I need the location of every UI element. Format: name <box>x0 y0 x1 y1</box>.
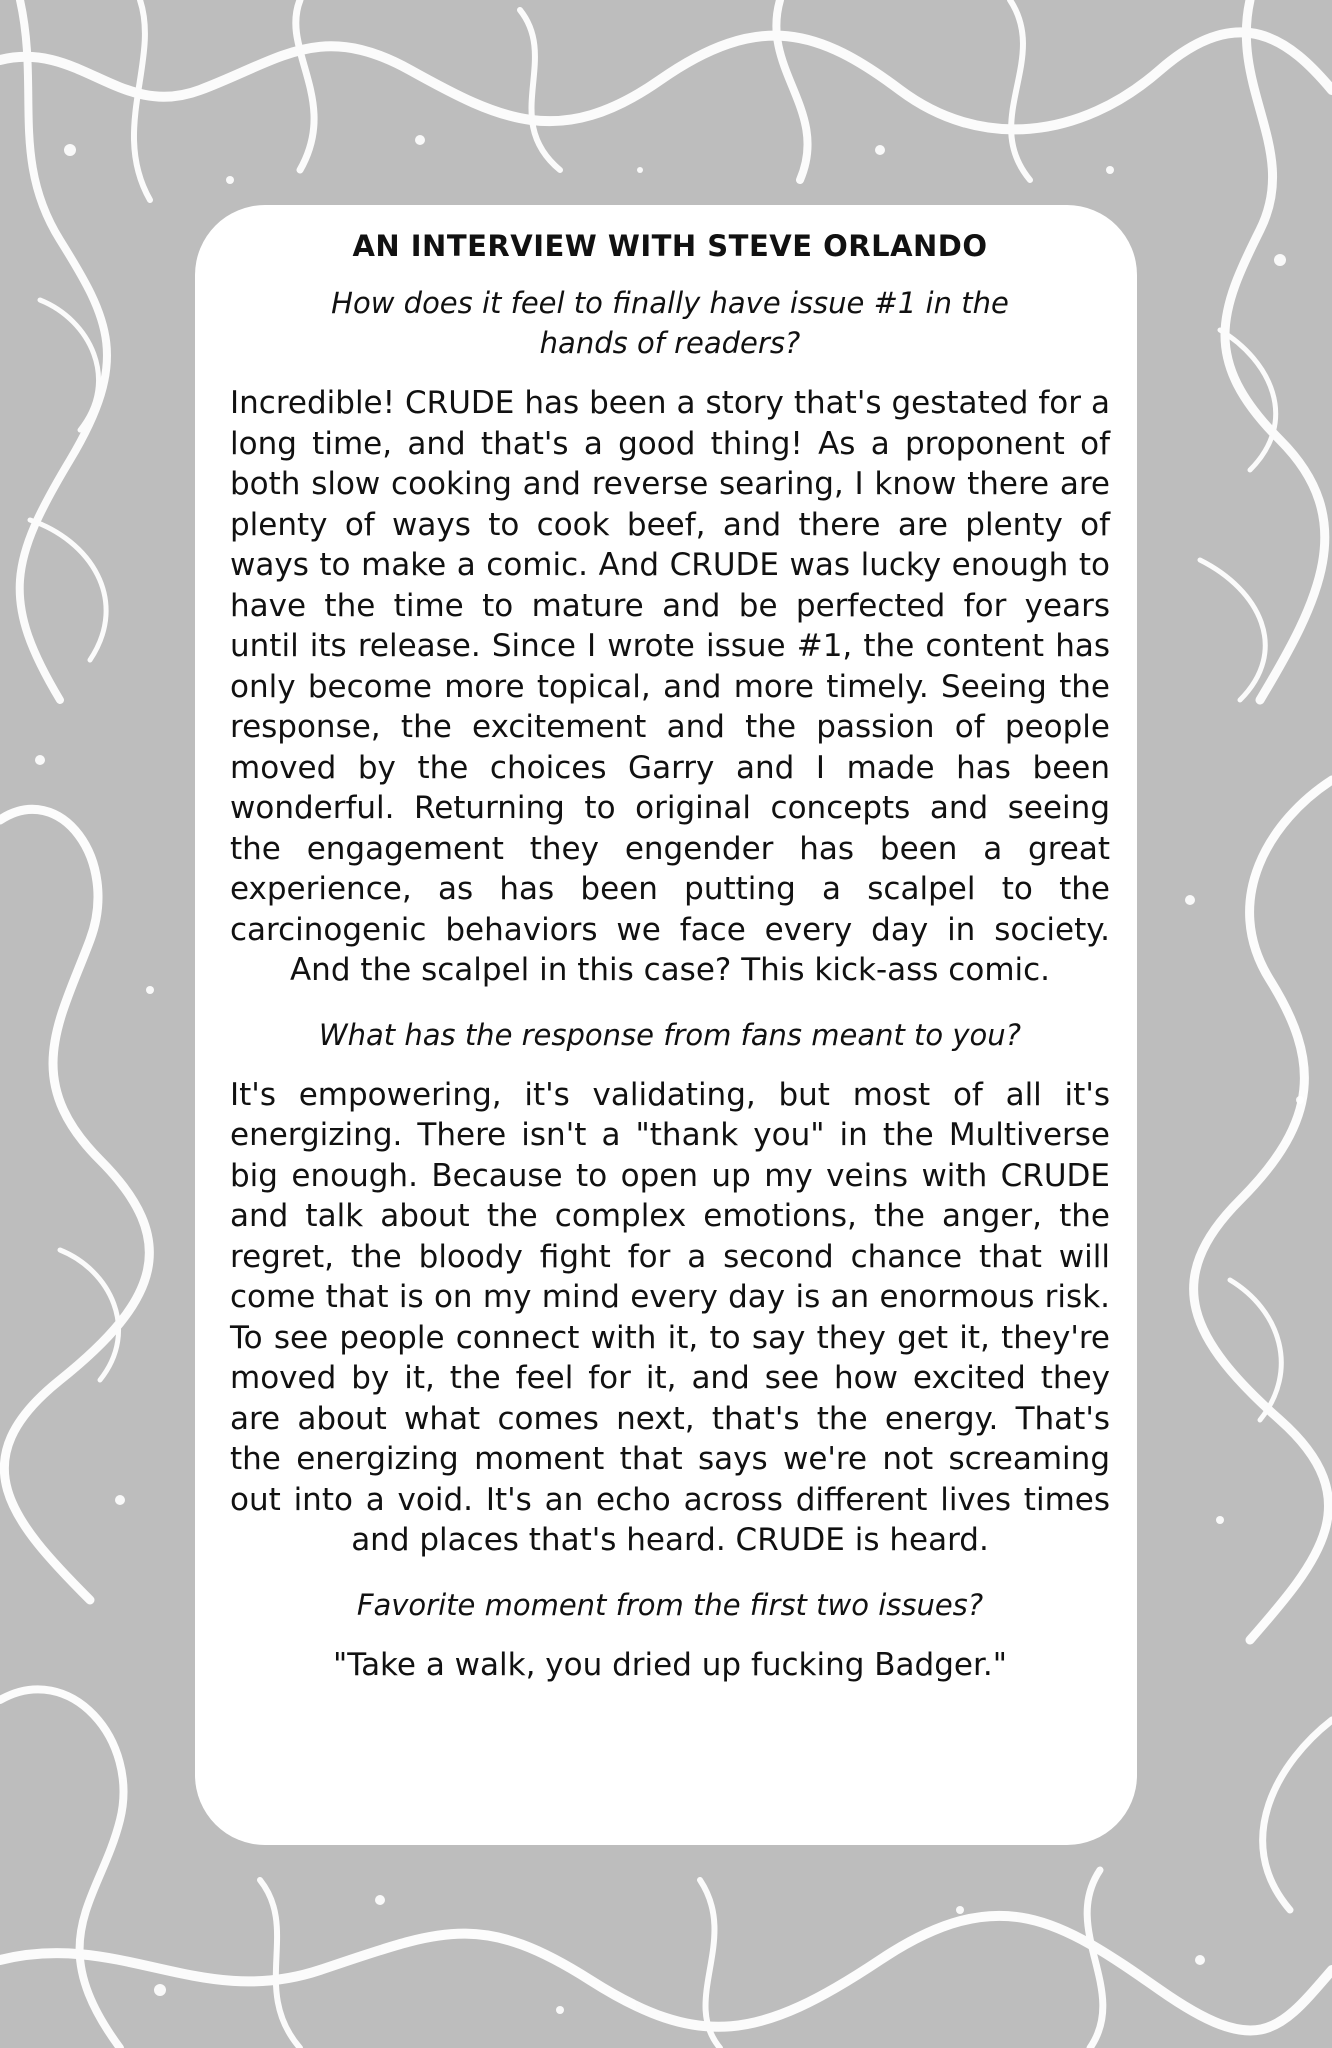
answer-2: It's empowering, it's validating, but most of all it's energizing. There isn't a "thank you" in the Multiverse big enough. Because to open up my veins with CRUDE and talk about the complex emotions, the anger, the regret, the bloody fight for a second chance that will come that is on my mind every day is an enormous risk. To see people connect with it, to say they get it, they're moved by it, the feel for it, and see how excited they are about what comes next, that's the energy. That's the energizing moment that says we're not screaming out into a void. It's an echo across different lives times and places that's heard. CRUDE is heard. <box>230 1076 1110 1558</box>
question-1: How does it feel to finally have issue #1 in the hands of readers? <box>331 286 1009 360</box>
answer-3: "Take a walk, you dried up fucking Badger." <box>333 1646 1007 1683</box>
question-3: Favorite moment from the first two issues? <box>356 1587 984 1622</box>
article-title: AN INTERVIEW WITH STEVE ORLANDO <box>352 229 988 263</box>
interview-article <box>230 225 1110 1685</box>
question-2: What has the response from fans meant to you? <box>318 1017 1022 1052</box>
answer-1: Incredible! CRUDE has been a story that's gestated for a long time, and that's a good thing! As a proponent of both slow cooking and reverse searing, I know there are plenty of ways to cook beef, and there are plenty of ways to make a comic. And CRUDE was lucky enough to have the time to mature and be perfected for years until its release. Since I wrote issue #1, the content has only become more topical, and more timely. Seeing the response, the excitement and the passion of people moved by the choices Garry and I made has been wonderful. Returning to original concepts and seeing the engagement they engender has been a great experience, as has been putting a scalpel to the carcinogenic behaviors we face every day in society. And the scalpel in this case? This kick-ass comic. <box>230 385 1110 988</box>
